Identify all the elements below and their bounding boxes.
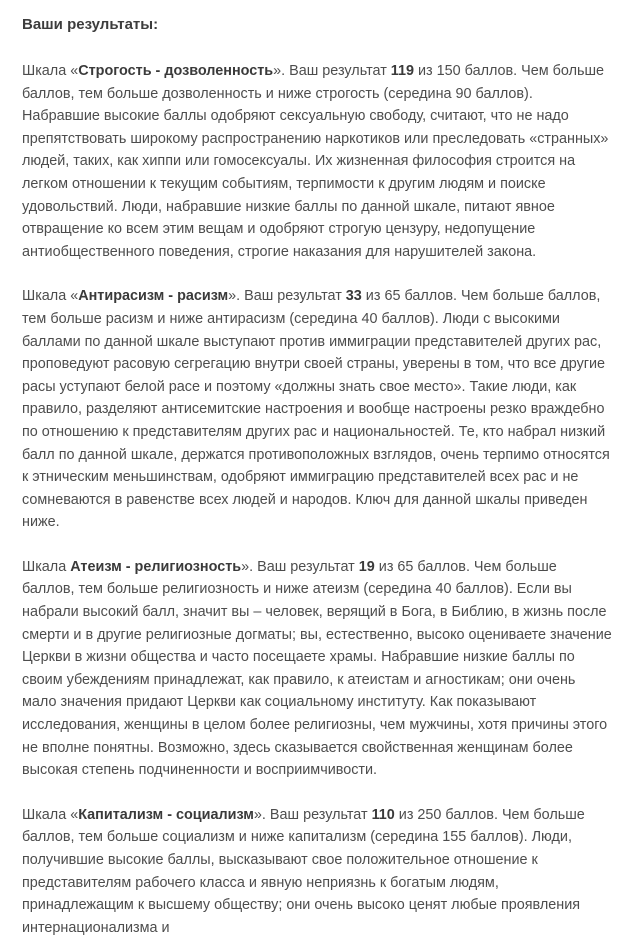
- results-heading: Ваши результаты:: [22, 16, 159, 33]
- scale-paragraph-religiosity: Шкала Атеизм - религиозность». Ваш результат 19 из 65 баллов. Чем больше баллов, тем больше религиозность и ниже атеизм (середина 40 баллов). Если вы набрали высокий балл, значит вы – человек, верящий в Бога, в Библию, в жизнь после смерти и в другие религиозные догматы; вы, естественно, высоко оцениваете значение Церкви в жизни общества и часто посещаете храмы. Набравшие низкие баллы по своим убеждениям принадлежат, как правило, к атеистам и агностикам; они очень мало значения придают Церкви как социальному институту. Как показывают исследования, женщины в целом более религиозны, чем мужчины, хотя причины этого не вполне понятны. Возможно, здесь сказывается свойственная женщинам более высокая степень подчиненности и восприимчивости.: [22, 558, 612, 779]
- scale-name: Строгость - дозволенность: [78, 63, 274, 79]
- scale-score: 110: [371, 806, 395, 823]
- scale-score: 33: [345, 288, 362, 305]
- scale-name: Атеизм - религиозность: [70, 558, 242, 575]
- scale-name: Капитализм - социализм: [78, 806, 254, 823]
- scale-score: 19: [358, 558, 375, 575]
- scale-paragraph-strictness: Шкала «Строгость - дозволенность». Ваш результат 119 из 150 баллов. Чем больше баллов, тем больше дозволенность и ниже строгость (середина 90 баллов). Набравшие высокие баллы одобряют сексуальную свободу, считают, что не надо препятствовать широкому распространению наркотиков или преследовать «странных» людей, таких, как хиппи или гомосексуалы. Их жизненная философия строится на легком отношении к текущим событиям, терпимости к другим людям и поиске удовольствий. Люди, набравшие низкие баллы по данной шкале, питают явное отвращение ко всем этим вещам и одобряют строгую цензуру, недопущение антиобщественного поведения, строгие наказания для нарушителей закона.: [22, 63, 609, 260]
- scale-name: Антирасизм - расизм: [78, 288, 229, 305]
- scale-paragraph-racism: Шкала «Антирасизм - расизм». Ваш результат 33 из 65 баллов. Чем больше баллов, тем больше расизм и ниже антирасизм (середина 40 баллов). Люди с высокими баллами по данной шкале выступают против иммиграции представителей других рас, проповедуют расовую сегрегацию внутри своей страны, уверены в том, что все другие расы уступают белой расе и поэтому «должны знать свое место». Такие люди, как правило, разделяют антисемитские настроения и вообще настроены резко враждебно по отношению к представителям других рас и национальностей. Те, кто набрал низкий балл по данной шкале, держатся противоположных взглядов, очень терпимо относятся к этническим меньшинствам, одобряют иммиграцию представителей всех рас и не сомневаются в равенстве всех людей и народов. Ключ для данной шкалы приведен ниже.: [22, 288, 610, 531]
- results-page: [22, 0, 612, 939]
- scale-paragraph-capitalism: Шкала «Капитализм - социализм». Ваш результат 110 из 250 баллов. Чем больше баллов, тем больше социализм и ниже капитализм (середина 155 баллов). Люди, получившие высокие баллы, высказывают свое положительное отношение к представителям рабочего класса и явную неприязнь к богатым людям, принадлежащим к высшему обществу; они очень высоко ценят любые проявления интернационализма и: [22, 806, 585, 936]
- scale-score: 119: [390, 63, 415, 79]
